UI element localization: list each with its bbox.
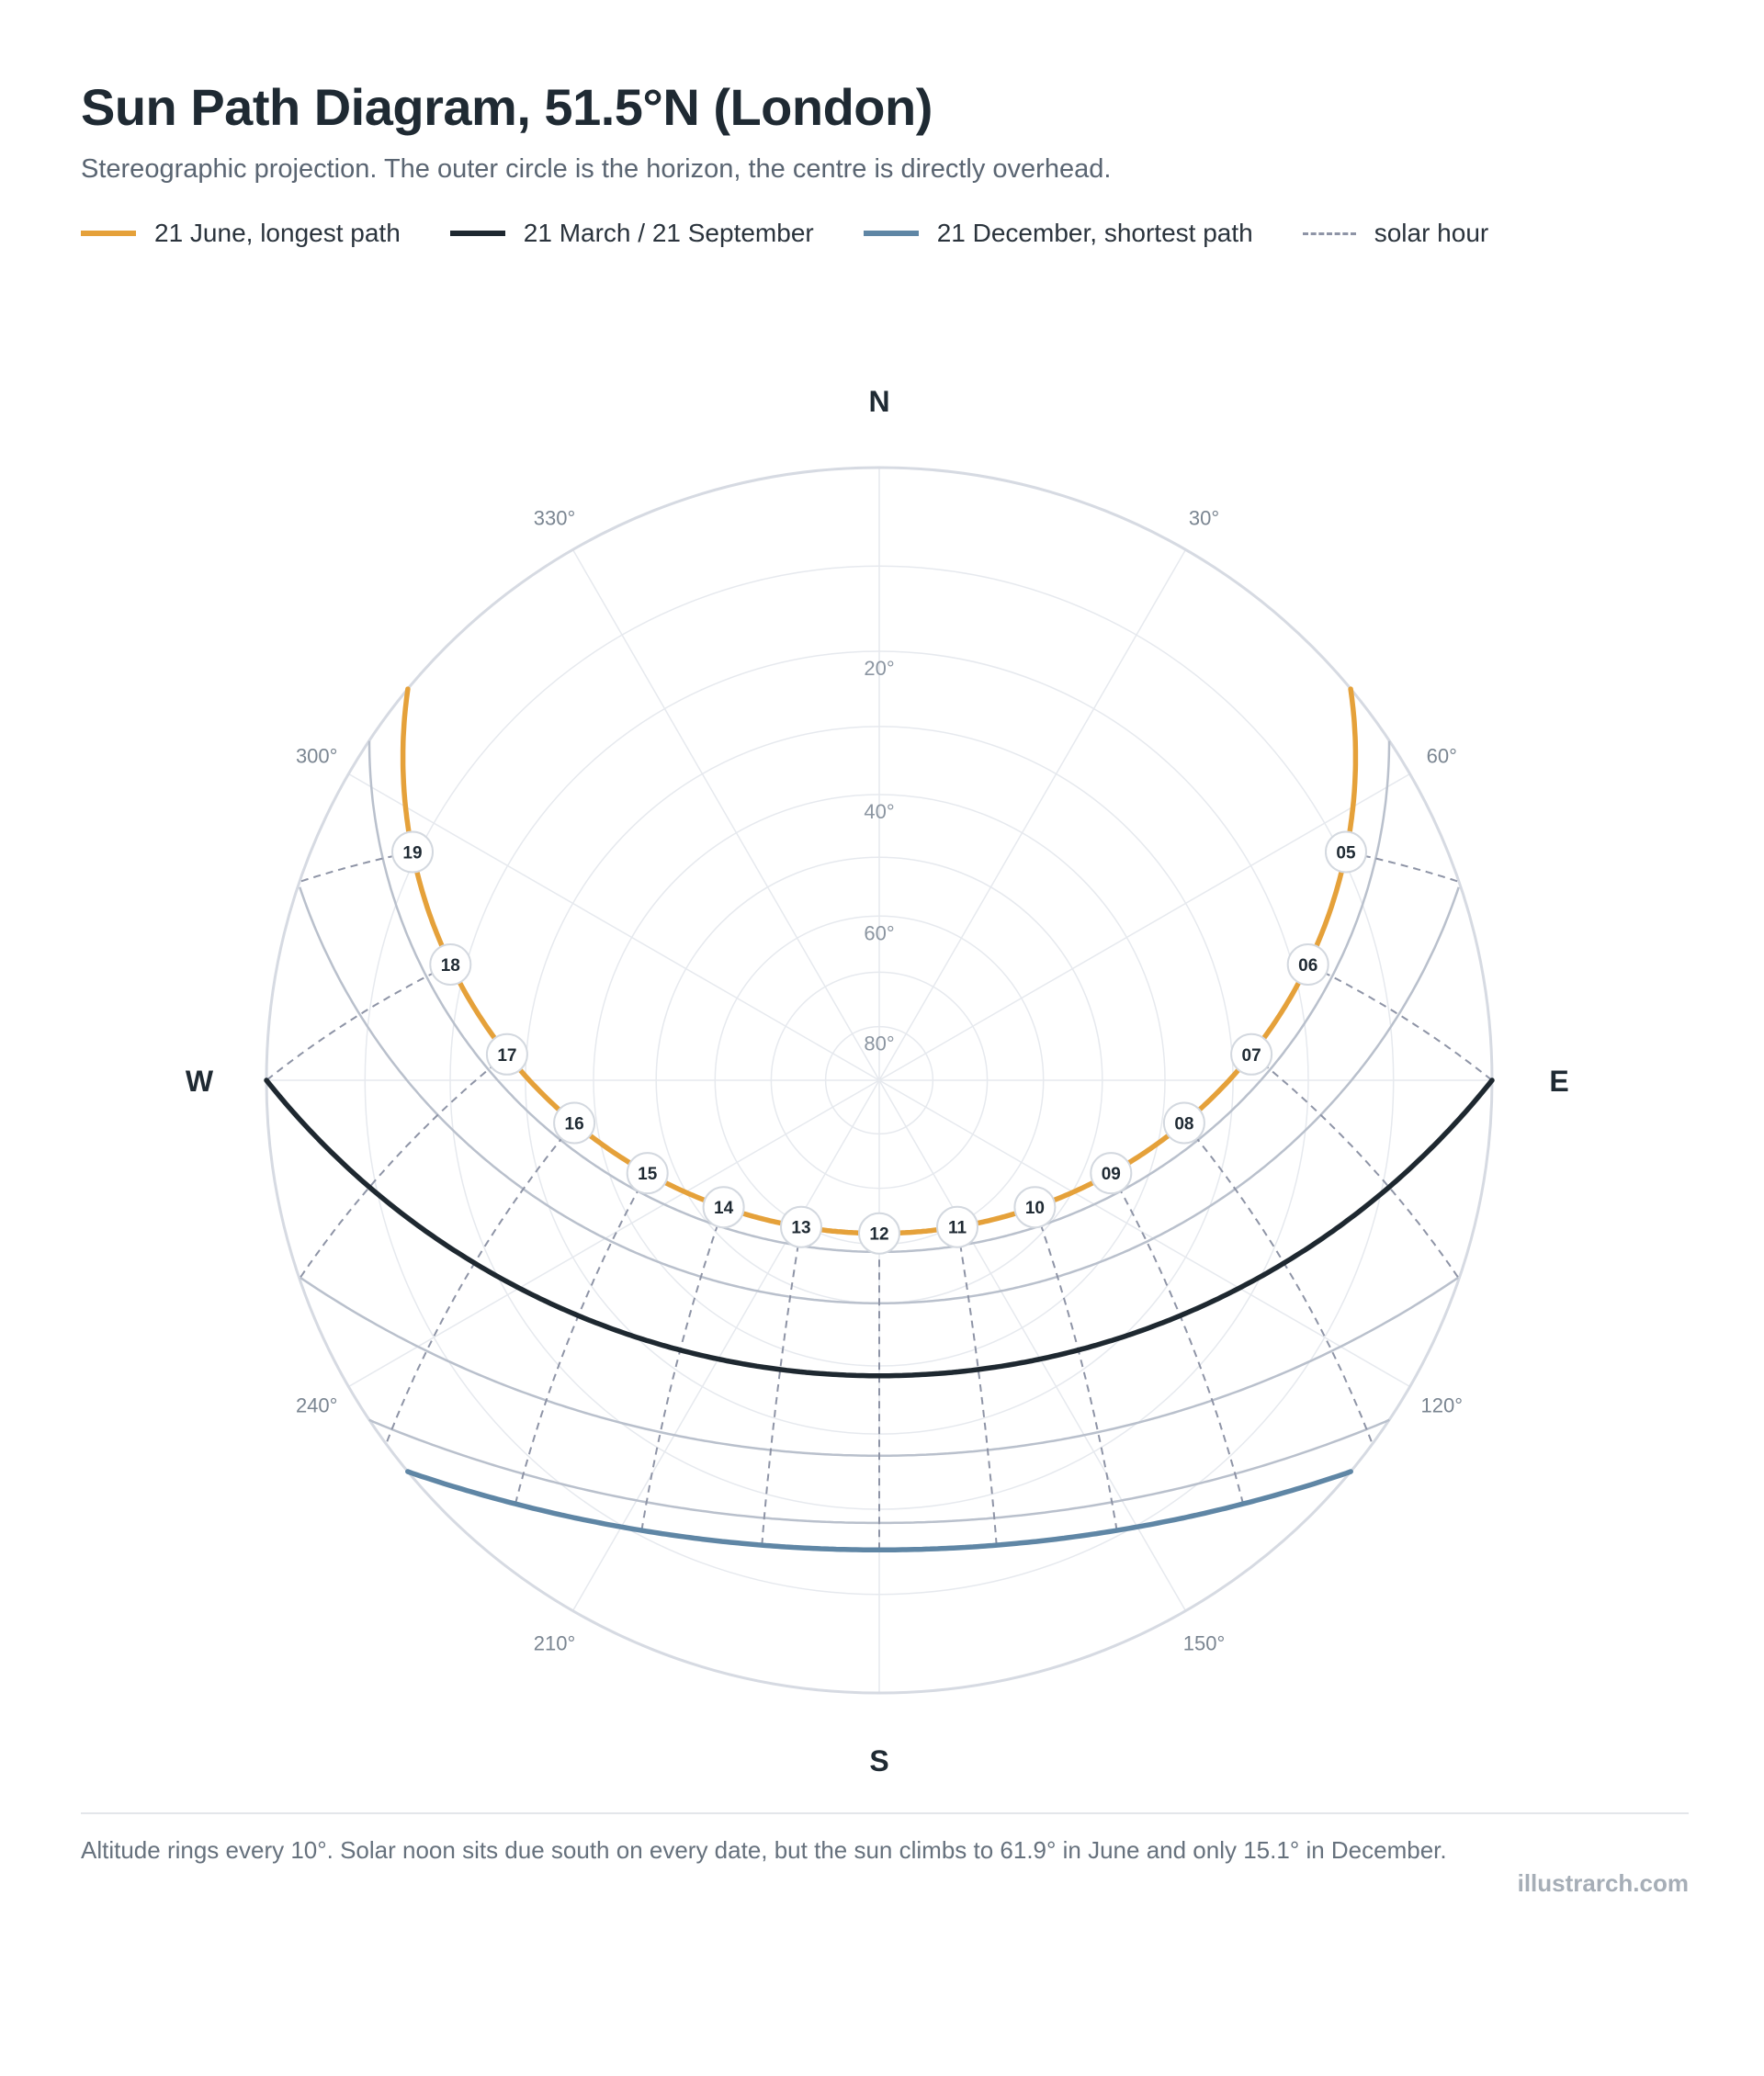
legend-swatch-solar-hour [1303, 232, 1356, 235]
solar-hour-line-09 [1112, 1174, 1243, 1504]
azimuth-spoke-300 [348, 774, 879, 1081]
hour-label-15: 15 [638, 1165, 658, 1185]
legend-label-june: 21 June, longest path [154, 219, 401, 247]
hour-label-09: 09 [1101, 1165, 1121, 1185]
hour-label-17: 17 [497, 1045, 517, 1066]
azimuth-spoke-210 [573, 1080, 880, 1611]
altitude-label-60: 60° [864, 921, 895, 945]
solar-hour-line-18 [267, 965, 450, 1080]
legend-label-december: 21 December, shortest path [936, 219, 1253, 247]
footer-credit: illustrarch.com [1517, 1869, 1689, 1897]
azimuth-spoke-60 [879, 774, 1410, 1081]
compass-north: N [868, 385, 890, 418]
hour-label-07: 07 [1241, 1045, 1261, 1066]
hour-label-18: 18 [440, 956, 460, 976]
legend-item-equinox [450, 219, 814, 248]
azimuth-label-30: 30° [1188, 506, 1220, 530]
hour-label-06: 06 [1298, 956, 1318, 976]
legend-item-june [81, 219, 401, 248]
page-subtitle: Stereographic projection. The outer circle is the horizon, the centre is directly overhead. [81, 154, 1112, 184]
footer-note: Altitude rings every 10°. Solar noon sits due south on every date, but the sun climbs to 61.9° in June and only 15.1° in December. [81, 1836, 1447, 1864]
azimuth-spoke-30 [879, 549, 1186, 1080]
compass-south: S [869, 1744, 889, 1777]
hour-label-16: 16 [564, 1114, 584, 1134]
azimuth-label-210: 210° [533, 1631, 576, 1655]
solar-hour-line-07 [1252, 1055, 1458, 1277]
altitude-label-80: 80° [864, 1032, 895, 1055]
sun-path-diagram [0, 367, 1764, 1800]
solar-hour-line-17 [300, 1055, 506, 1277]
hour-label-10: 10 [1024, 1199, 1045, 1219]
hour-label-05: 05 [1336, 843, 1356, 863]
altitude-label-40: 40° [864, 800, 895, 823]
legend-item-solar-hour [1303, 219, 1489, 248]
legend-label-equinox: 21 March / 21 September [523, 219, 814, 247]
legend-label-solar-hour: solar hour [1374, 219, 1489, 247]
altitude-label-20: 20° [864, 657, 895, 680]
legend-swatch-equinox [450, 231, 505, 236]
hour-label-08: 08 [1174, 1114, 1194, 1134]
legend [81, 215, 1538, 252]
azimuth-spoke-150 [879, 1080, 1186, 1611]
hour-label-14: 14 [714, 1199, 734, 1219]
hour-label-13: 13 [791, 1218, 811, 1238]
hour-label-19: 19 [402, 843, 423, 863]
solar-hour-line-15 [515, 1174, 647, 1504]
compass-west: W [185, 1065, 214, 1098]
legend-swatch-june [81, 231, 136, 236]
legend-item-december [864, 219, 1253, 248]
azimuth-label-150: 150° [1182, 1631, 1226, 1655]
solar-hour-line-06 [1309, 965, 1492, 1080]
azimuth-label-60: 60° [1426, 744, 1457, 768]
hour-label-11: 11 [947, 1218, 967, 1238]
azimuth-label-330: 330° [533, 506, 576, 530]
azimuth-label-240: 240° [295, 1393, 338, 1417]
compass-east: E [1549, 1065, 1569, 1098]
azimuth-spoke-330 [573, 549, 880, 1080]
footer-divider [81, 1812, 1689, 1814]
solar-hour-line-16 [387, 1123, 573, 1441]
page-title: Sun Path Diagram, 51.5°N (London) [81, 78, 933, 136]
solar-hour-line-08 [1185, 1123, 1372, 1441]
hour-label-12: 12 [869, 1224, 889, 1245]
azimuth-label-120: 120° [1420, 1393, 1464, 1417]
legend-swatch-december [864, 231, 919, 236]
azimuth-label-300: 300° [295, 744, 338, 768]
